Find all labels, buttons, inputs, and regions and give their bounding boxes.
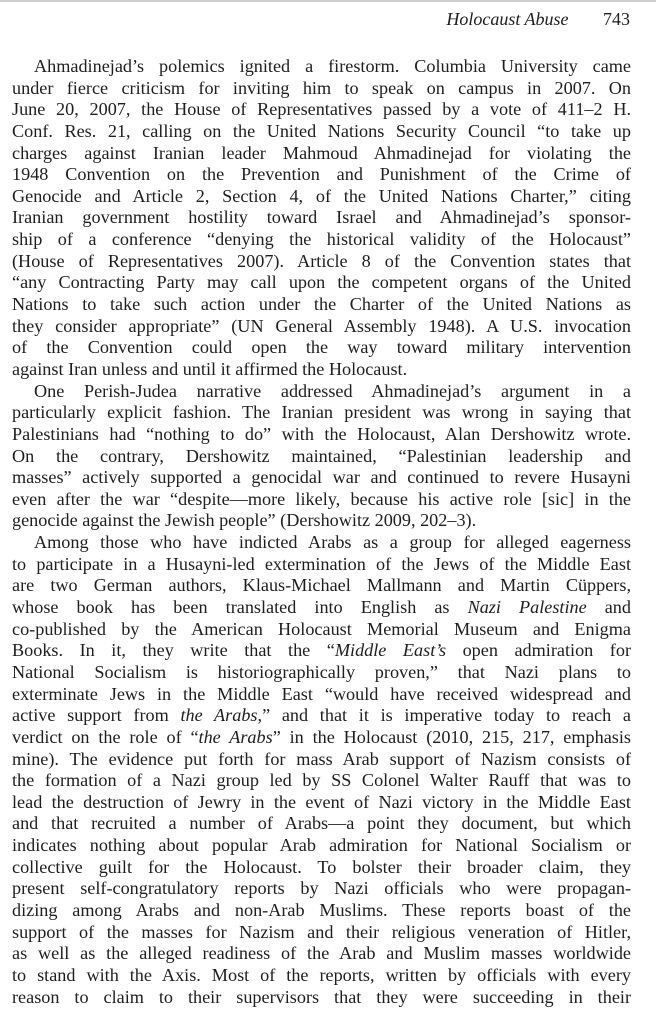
text-line: One Perish-Judea narrative addressed Ahmadinejad’s argument in a [34,380,631,401]
text-line: Genocide and Article 2, Section 4, of the United Nations Charter,” citing [12,185,631,206]
italic-text: Middle East’s [334,640,447,661]
running-header [446,8,630,30]
text-line: masses” actively supported a genocidal war and continued to revere Husayni [12,467,631,488]
text-line: they consider appropriate” (UN General Assembly 1948). A U.S. invocation [12,315,631,336]
text-line: Nations to take such action under the Charter of the United Nations as [12,294,631,315]
text-line: even after the war “despite—more likely, because his active role [sic] in the [12,488,631,509]
text-line: co-published by the American Holocaust Memorial Museum and Enigma [12,618,631,639]
text-line: “any Contracting Party may call upon the competent organs of the United [12,272,631,293]
body-text [12,56,631,1008]
text-line: particularly explicit fashion. The Iranian president was wrong in saying that [12,402,631,423]
paragraph-2 [12,381,631,532]
text-line: On the contrary, Dershowitz maintained, “Palestinian leadership and [12,445,631,466]
text-line: as well as the alleged readiness of the Arab and Muslim masses worldwide [12,943,631,964]
text-line: of the Convention could open the way toward military intervention [12,337,631,358]
text-line: collective guilt for the Holocaust. To bolster their broader claim, they [12,856,631,877]
text-line: whose book has been translated into English as Nazi Palestine and [12,597,631,618]
text-line: and that recruited a number of Arabs—a point they document, but which [12,813,631,834]
text-line: (House of Representatives 2007). Article 8 of the Convention states that [12,250,631,271]
text-line: ship of a conference “denying the historical validity of the Holocaust” [12,229,631,250]
running-title: Holocaust Abuse [446,9,569,29]
text-line: to participate in a Husayni-led extermination of the Jews of the Middle East [12,553,631,574]
text-line: support of the masses for Nazism and their religious veneration of Hitler, [12,921,631,942]
text-line: verdict on the role of “the Arabs” in the Holocaust (2010, 215, 217, emphasis [12,726,631,747]
italic-text: the Arabs [180,705,258,726]
text-line: Books. In it, they write that the “Middle East’s open admiration for [12,640,632,661]
text-line: indicates nothing about popular Arab admiration for National Socialism or [12,835,631,856]
text-line: charges against Iranian leader Mahmoud Ahmadinejad for violating the [12,142,631,163]
text-line: against Iran unless and until it affirmed the Holocaust. [12,358,408,379]
text-line: active support from the Arabs,” and that it is imperative today to reach a [12,705,632,726]
text-line: 1948 Convention on the Prevention and Punishment of the Crime of [12,164,631,185]
text-line: Ahmadinejad’s polemics ignited a firestorm. Columbia University came [34,56,631,76]
text-line: exterminate Jews in the Middle East “would have received widespread and [12,683,631,704]
text-line: the formation of a Nazi group led by SS Colonel Walter Rauff that was to [12,770,631,791]
paragraph-3 [12,532,631,1008]
text-line: to stand with the Axis. Most of the reports, written by officials with every [12,964,631,985]
text-line: lead the destruction of Jewry in the event of Nazi victory in the Middle East [12,791,631,812]
paragraph-1 [12,56,631,381]
text-line: National Socialism is historiographically proven,” that Nazi plans to [12,661,631,682]
text-line: Iranian government hostility toward Israel and Ahmadinejad’s sponsor- [12,207,631,228]
text-line: mine). The evidence put forth for mass Arab support of Nazism consists of [12,748,631,769]
text-line: dizing among Arabs and non-Arab Muslims. These reports boast of the [12,899,631,920]
text-line: genocide against the Jewish people” (Dershowitz 2009, 202–3). [12,510,477,531]
italic-text: Nazi Palestine [467,597,587,618]
italic-text: the Arabs [198,726,273,747]
text-line: present self-congratulatory reports by Nazi officials who were propagan- [12,878,631,899]
text-line: June 20, 2007, the House of Representatives passed by a vote of 411–2 H. [12,99,631,120]
text-line: Conf. Res. 21, calling on the United Nations Security Council “to take up [12,120,631,141]
text-line: reason to claim to their supervisors that they were succeeding in their [12,986,631,1007]
text-line: Among those who have indicted Arabs as a group for alleged eagerness [34,532,631,553]
page-number: 743 [603,9,630,29]
text-line: are two German authors, Klaus-Michael Mallmann and Martin Cüppers, [12,575,631,596]
top-border-rule [0,0,656,2]
text-line: Palestinians had “nothing to do” with the Holocaust, Alan Dershowitz wrote. [12,423,631,444]
text-line: under fierce criticism for inviting him to speak on campus in 2007. On [12,77,631,98]
